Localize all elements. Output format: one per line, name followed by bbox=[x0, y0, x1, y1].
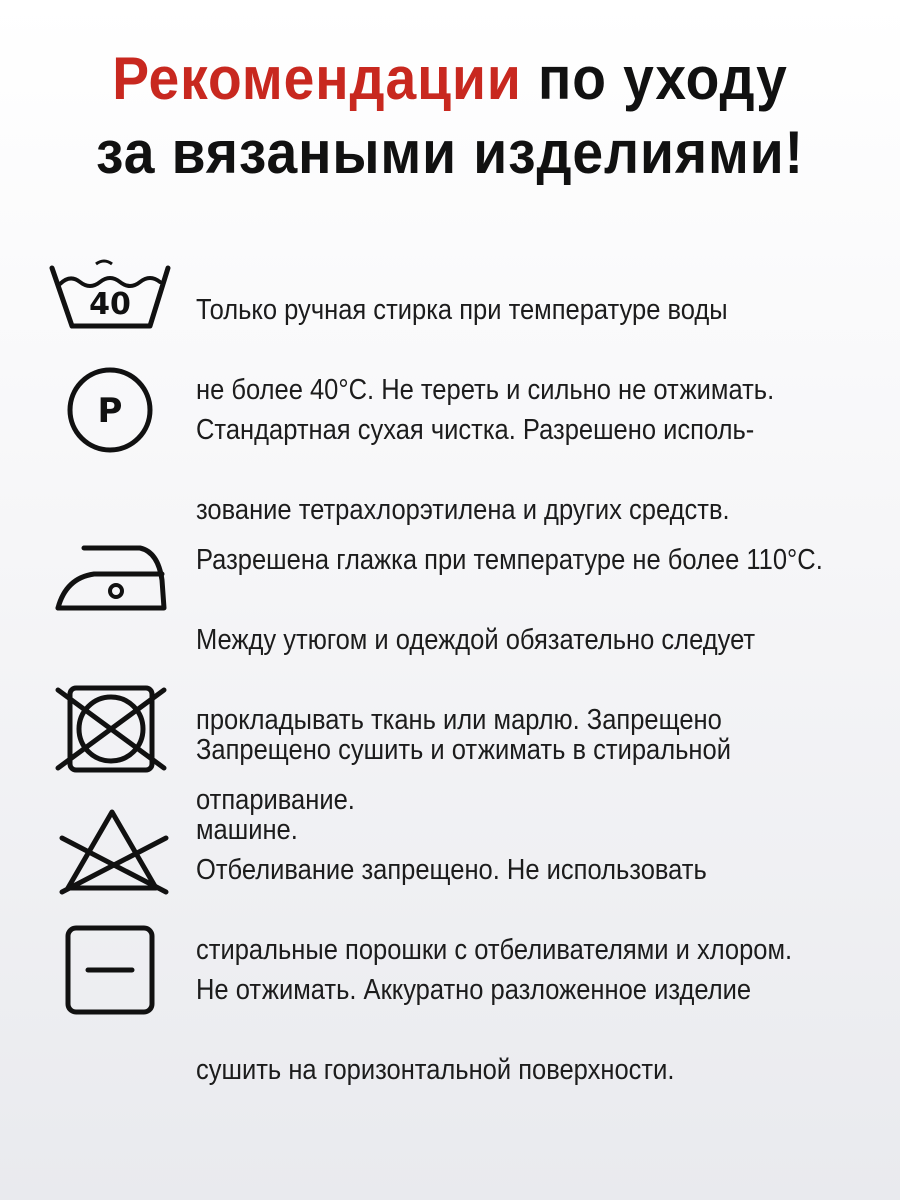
text-line: зование тетрахлорэтилена и других средств. bbox=[196, 494, 730, 526]
no-tumble-dry-icon bbox=[44, 680, 174, 790]
text-line: Между утюгом и одеждой обязательно следует bbox=[196, 624, 756, 656]
page-title bbox=[36, 42, 864, 190]
title-line-1 bbox=[36, 42, 864, 116]
iron-one-dot-icon bbox=[44, 524, 174, 634]
text-line: прокладывать ткань или марлю. Запрещено bbox=[196, 704, 722, 736]
dry-clean-letter: P bbox=[97, 391, 123, 431]
text-line: Стандартная сухая чистка. Разрешено исполь- bbox=[196, 414, 755, 446]
title-line-2: за вязаными изделиями! bbox=[96, 119, 804, 186]
title-accent-word: Рекомендации bbox=[112, 45, 522, 112]
text-line: Отбеливание запрещено. Не использовать bbox=[196, 854, 707, 886]
wash-temperature-label: 40 bbox=[89, 287, 131, 322]
text-line: машине. bbox=[196, 814, 298, 846]
text-line: сушить на горизонтальной поверхности. bbox=[196, 1054, 675, 1086]
hand-wash-40-icon bbox=[44, 248, 174, 358]
text-line: не более 40°С. Не тереть и сильно не отжимать. bbox=[196, 374, 775, 406]
title-rest-line-1: по уходу bbox=[521, 45, 788, 112]
text-line: Разрешена глажка при температуре не более 110°С. bbox=[196, 544, 823, 576]
text-line: Запрещено сушить и отжимать в стиральной bbox=[196, 734, 731, 766]
text-line: отпаривание. bbox=[196, 784, 355, 816]
care-item-text bbox=[196, 930, 793, 1130]
text-line: Не отжимать. Аккуратно разложенное изделие bbox=[196, 974, 752, 1006]
dry-flat-icon bbox=[44, 922, 174, 1032]
text-line: Только ручная стирка при температуре воды bbox=[196, 294, 728, 326]
no-bleach-icon bbox=[44, 804, 174, 914]
text-line: стиральные порошки с отбеливателями и хлором. bbox=[196, 934, 793, 966]
dry-clean-p-icon bbox=[44, 360, 174, 470]
